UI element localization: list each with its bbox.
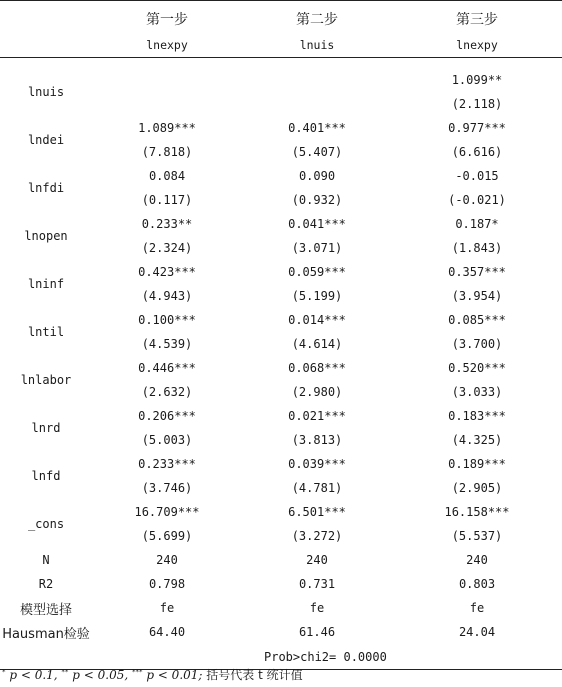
coef-cell: 0.446*** xyxy=(138,361,196,375)
t-stat-cell: (0.117) xyxy=(141,193,193,207)
t-stat-cell: (5.537) xyxy=(451,529,503,543)
row-label: _cons xyxy=(27,517,65,531)
row-label: lnfd xyxy=(31,469,61,483)
coef-cell: 0.977*** xyxy=(448,121,506,135)
header-depvar-3: lnexpy xyxy=(456,37,498,52)
stat-value: 0.798 xyxy=(148,577,186,591)
coef-cell: 16.709*** xyxy=(134,505,200,519)
table-footnote xyxy=(2,666,303,683)
t-stat-cell: (7.818) xyxy=(141,145,193,159)
t-stat-cell: (3.700) xyxy=(451,337,503,351)
t-stat-cell: (3.746) xyxy=(141,481,193,495)
row-label: lnlabor xyxy=(20,373,72,387)
stat-label: Hausman检验 xyxy=(2,626,90,642)
stat-value: fe xyxy=(309,601,325,615)
coef-cell: 0.014*** xyxy=(288,313,346,327)
t-stat-cell: (3.954) xyxy=(451,289,503,303)
header-step-2: 第二步 xyxy=(242,1,392,33)
stat-label: N xyxy=(42,553,50,567)
t-stat-cell: (2.118) xyxy=(451,97,503,111)
coef-cell: 0.085*** xyxy=(448,313,506,327)
t-stat-cell: (1.843) xyxy=(451,241,503,255)
coef-cell: 0.423*** xyxy=(138,265,196,279)
header-depvar-row xyxy=(0,32,562,58)
stat-row xyxy=(0,620,562,644)
footnote-star-3: *** xyxy=(131,668,143,676)
t-stat-cell: (4.614) xyxy=(291,337,343,351)
t-stat-cell xyxy=(92,92,242,116)
coef-cell: 1.089*** xyxy=(138,121,196,135)
stat-row xyxy=(0,572,562,596)
footnote-p3: p < 0.01; xyxy=(146,668,203,682)
coef-cell: 0.021*** xyxy=(288,409,346,423)
header-divider xyxy=(0,58,562,69)
stat-value: 24.04 xyxy=(458,625,496,639)
footnote-star-1: * xyxy=(2,668,6,676)
t-stat-cell: (5.199) xyxy=(291,289,343,303)
coef-cell: 0.183*** xyxy=(448,409,506,423)
coef-cell: 0.233** xyxy=(141,217,193,231)
footnote-tail: 括号代表 t 统计值 xyxy=(206,668,303,682)
t-stat-cell: (4.781) xyxy=(291,481,343,495)
header-step-row xyxy=(0,1,562,33)
t-stat-cell: (2.905) xyxy=(451,481,503,495)
coef-cell: 0.068*** xyxy=(288,361,346,375)
t-stat-cell: (2.980) xyxy=(291,385,343,399)
coef-row xyxy=(0,356,562,380)
coef-cell xyxy=(242,68,392,92)
t-stat-cell: (2.632) xyxy=(141,385,193,399)
coef-cell: 6.501*** xyxy=(288,505,346,519)
stat-value: 61.46 xyxy=(298,625,336,639)
prob-chi2: Prob>chi2= 0.0000 xyxy=(242,644,562,670)
t-stat-cell: (5.699) xyxy=(141,529,193,543)
coef-row xyxy=(0,404,562,428)
coef-row xyxy=(0,212,562,236)
stat-value: 0.803 xyxy=(458,577,496,591)
t-stat-cell: (3.033) xyxy=(451,385,503,399)
coef-row xyxy=(0,500,562,524)
coef-cell: 0.206*** xyxy=(138,409,196,423)
stat-value: 0.731 xyxy=(298,577,336,591)
t-stat-cell xyxy=(242,92,392,116)
t-stat-cell: (5.003) xyxy=(141,433,193,447)
stat-label: R2 xyxy=(38,577,54,591)
coef-row xyxy=(0,308,562,332)
coef-cell: 0.039*** xyxy=(288,457,346,471)
header-depvar-2: lnuis xyxy=(299,37,335,52)
row-label: lnuis xyxy=(27,85,65,99)
row-label: lnrd xyxy=(31,421,61,435)
coef-cell: 1.099** xyxy=(451,73,503,87)
coef-cell: 0.401*** xyxy=(288,121,346,135)
stat-value: 240 xyxy=(466,553,488,567)
stat-row xyxy=(0,548,562,572)
stat-row xyxy=(0,596,562,620)
footnote-star-2: ** xyxy=(61,668,69,676)
coef-cell: 0.041*** xyxy=(288,217,346,231)
t-stat-cell: (4.943) xyxy=(141,289,193,303)
coef-row xyxy=(0,452,562,476)
stat-value: fe xyxy=(159,601,175,615)
header-step-1: 第一步 xyxy=(92,1,242,33)
t-stat-cell: (2.324) xyxy=(141,241,193,255)
coef-row xyxy=(0,68,562,92)
coef-cell xyxy=(92,68,242,92)
stat-value: 240 xyxy=(156,553,178,567)
row-label: lnfdi xyxy=(27,181,65,195)
header-step-3: 第三步 xyxy=(392,1,562,33)
footnote-p1: p < 0.1, xyxy=(9,668,58,682)
coef-cell: 0.059*** xyxy=(288,265,346,279)
footnote-p2: p < 0.05, xyxy=(72,668,129,682)
t-stat-cell: (4.539) xyxy=(141,337,193,351)
row-label: lndei xyxy=(27,133,65,147)
row-label: lntil xyxy=(27,325,65,339)
row-label: lnopen xyxy=(24,229,68,243)
coef-cell: 0.233*** xyxy=(138,457,196,471)
coef-cell: 0.100*** xyxy=(138,313,196,327)
coef-cell: 0.084 xyxy=(148,169,186,183)
header-corner xyxy=(0,1,92,33)
stat-value: fe xyxy=(469,601,485,615)
coef-row xyxy=(0,260,562,284)
coef-row xyxy=(0,116,562,140)
stat-value: 64.40 xyxy=(148,625,186,639)
coef-cell: 0.187* xyxy=(455,217,499,231)
row-label: lninf xyxy=(27,277,65,291)
t-stat-cell: (5.407) xyxy=(291,145,343,159)
t-stat-cell: (3.071) xyxy=(291,241,343,255)
stat-label: 模型选择 xyxy=(19,602,72,618)
coef-cell: 16.158*** xyxy=(444,505,510,519)
t-stat-cell: (3.272) xyxy=(291,529,343,543)
coef-cell: 0.189*** xyxy=(448,457,506,471)
t-stat-cell: (4.325) xyxy=(451,433,503,447)
stat-value: 240 xyxy=(306,553,328,567)
t-stat-cell: (0.932) xyxy=(291,193,343,207)
header-depvar-1: lnexpy xyxy=(146,37,188,52)
coef-cell: -0.015 xyxy=(455,169,499,183)
t-stat-cell: (6.616) xyxy=(451,145,503,159)
header-depvar-corner xyxy=(0,32,92,58)
coef-cell: 0.520*** xyxy=(448,361,506,375)
t-stat-cell: (-0.021) xyxy=(448,193,506,207)
coef-cell: 0.090 xyxy=(298,169,336,183)
coef-row xyxy=(0,164,562,188)
t-stat-cell: (3.813) xyxy=(291,433,343,447)
coef-cell: 0.357*** xyxy=(448,265,506,279)
